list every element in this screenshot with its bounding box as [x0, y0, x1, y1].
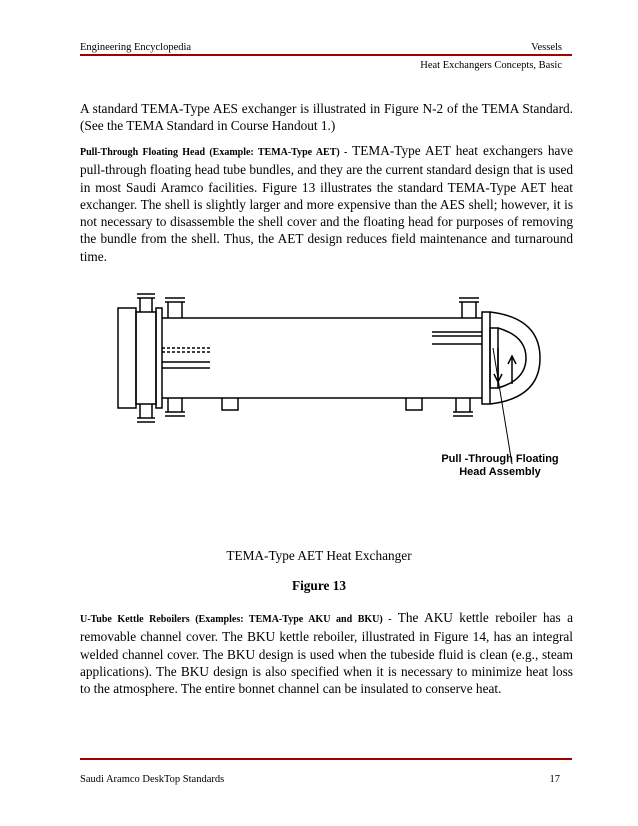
- paragraph-kettle-heading: U-Tube Kettle Reboilers (Examples: TEMA-Type AKU and BKU) -: [80, 614, 392, 625]
- callout-label-line2: Head Assembly: [459, 466, 541, 478]
- paragraph-kettle-body: The AKU kettle reboiler has a removable channel cover. The BKU kettle reboiler, illustrated in Figure 14, has an integral welded channel cover. The BKU design is used when the tubeside fluid is clean (e.g., steam applications). The BKU design is also specified when it is necessary to minimize heat loss to the atmosphere. The entire bonnet channel can be insulated to conserve heat.: [80, 610, 573, 697]
- tube-bundle-right: [432, 332, 482, 344]
- paragraph-aet: [80, 142, 573, 265]
- paragraph-kettle-reboilers: [80, 609, 573, 697]
- figure-number: Figure 13: [291, 578, 347, 593]
- paragraph-aet-heading: Pull-Through Floating Head (Example: TEMA-Type AET) -: [80, 147, 348, 158]
- shell-body: [162, 318, 482, 398]
- paragraph-aet-body: TEMA-Type AET heat exchangers have pull-through floating head tube bundles, and they are the current standard design that is used in most Saudi Aramco facilities. Figure 13 illustrates the standard TEMA-Type AET heat exchanger. The shell is slightly larger and more expensive than the AES shell; however, it is not necessary to disassemble the shell cover and the floating head for purposes of removing the bundle from the shell. Thus, the AET design reduces field maintenance and turnaround time.: [80, 143, 573, 264]
- saddle-right: [406, 398, 422, 410]
- header-section: Vessels: [531, 42, 562, 53]
- shell-nozzle-bottom-left: [165, 398, 185, 416]
- footer-title: Saudi Aramco DeskTop Standards: [80, 774, 225, 785]
- heat-exchanger-figure: [110, 288, 559, 488]
- footer-rule: [80, 758, 572, 760]
- channel-body: [136, 312, 156, 404]
- shell-nozzle-top-left: [165, 298, 185, 318]
- header-rule: [80, 54, 572, 56]
- aet-exchanger-drawing: [110, 288, 559, 488]
- figure-caption: TEMA-Type AET Heat Exchanger: [226, 548, 412, 563]
- page-number: 17: [549, 774, 560, 785]
- channel-nozzle-top: [137, 294, 155, 312]
- saddle-left: [222, 398, 238, 410]
- rear-flange: [482, 312, 490, 404]
- tubesheet-flange-left: [156, 308, 162, 408]
- channel-flange-left: [118, 308, 136, 408]
- shell-nozzle-bottom-right: [453, 398, 473, 416]
- header-title: Engineering Encyclopedia: [80, 42, 192, 53]
- channel-nozzle-bottom: [137, 404, 155, 422]
- callout-label-line1: Pull -Through Floating: [441, 453, 559, 465]
- callout-leader: [493, 348, 512, 464]
- tube-bundle-lower: [162, 362, 210, 368]
- tube-bundle-upper: [162, 348, 210, 352]
- shell-nozzle-top-right: [459, 298, 479, 318]
- paragraph-aes: A standard TEMA-Type AES exchanger is illustrated in Figure N-2 of the TEMA Standard. (See the TEMA Standard in Course Handout 1.): [80, 101, 573, 134]
- header-subtitle: Heat Exchangers Concepts, Basic: [420, 60, 562, 71]
